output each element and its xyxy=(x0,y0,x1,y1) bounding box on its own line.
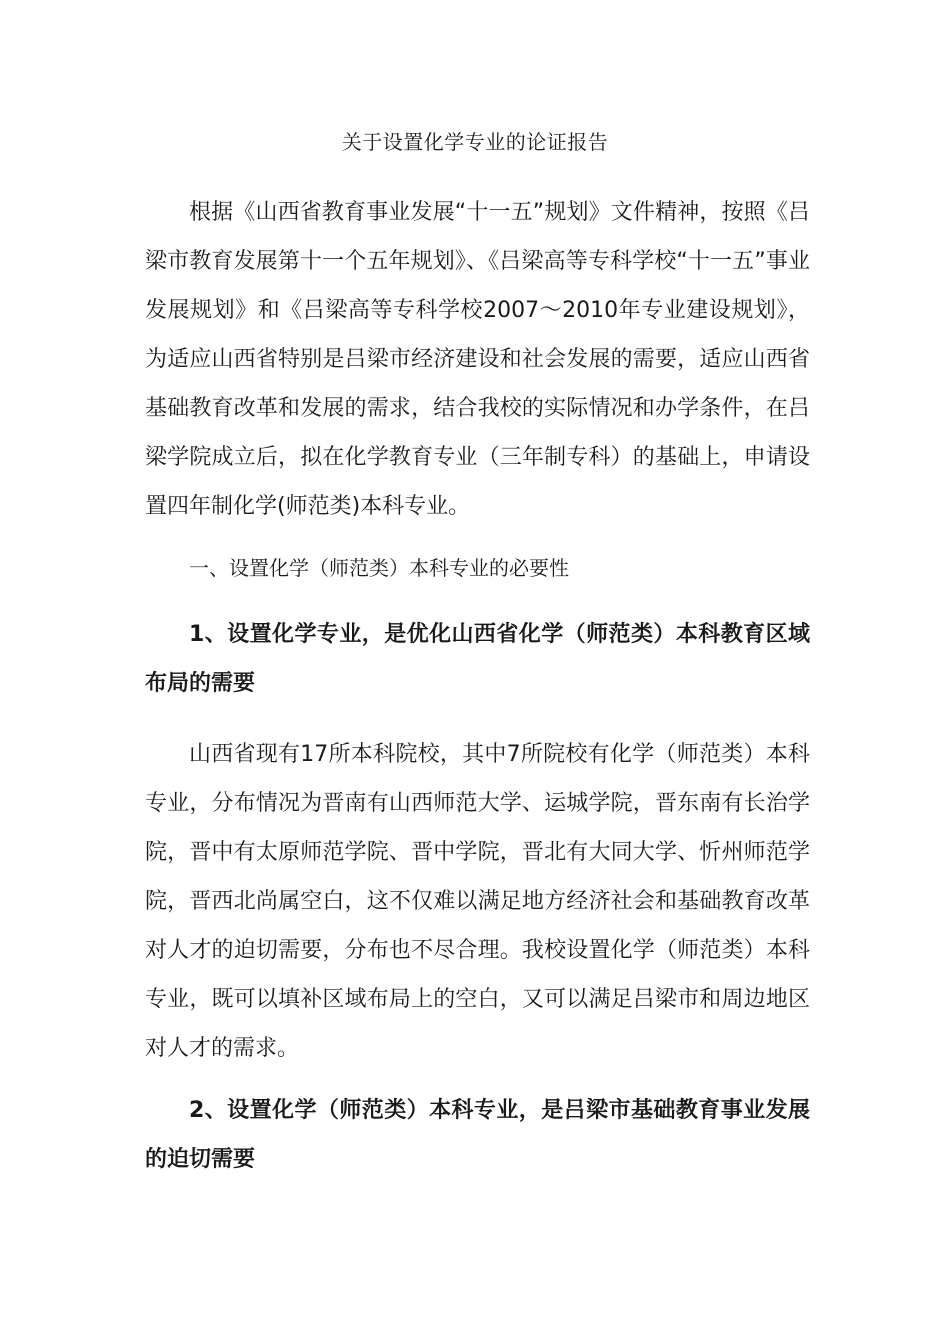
section-one-heading: 一、设置化学（师范类）本科专业的必要性 xyxy=(189,556,569,580)
subsection-one-heading: 1、设置化学专业，是优化山西省化学（师范类）本科教育区域布局的需要 xyxy=(145,622,810,696)
document-title: 关于设置化学专业的论证报告 xyxy=(341,130,609,154)
subsection-two-heading: 2、设置化学（师范类）本科专业，是吕梁市基础教育事业发展的迫切需要 xyxy=(145,1098,810,1172)
subsection-one-paragraph: 山西省现有17所本科院校，其中7所院校有化学（师范类）本科专业，分布情况为晋南有山西师范大学、运城学院，晋东南有长治学院，晋中有太原师范学院、晋中学院，晋北有大同大学、忻州师范学院，晋西北尚属空白，这不仅难以满足地方经济社会和基础教育改革对人才的迫切需要，分布也不尽合理。我校设置化学（师范类）本科专业，既可以填补区域布局上的空白，又可以满足吕梁市和周边地区对人才的需求。 xyxy=(145,742,810,1061)
intro-paragraph: 根据《山西省教育事业发展“十一五”规划》文件精神，按照《吕梁市教育发展第十一个五年规划》、《吕梁高等专科学校“十一五”事业发展规划》和《吕梁高等专科学校2007～2010年专业建设规划》，为适应山西省特别是吕梁市经济建设和社会发展的需要，适应山西省基础教育改革和发展的需求，结合我校的实际情况和办学条件，在吕梁学院成立后，拟在化学教育专业（三年制专科）的基础上，申请设置四年制化学(师范类)本科专业。 xyxy=(145,200,810,519)
